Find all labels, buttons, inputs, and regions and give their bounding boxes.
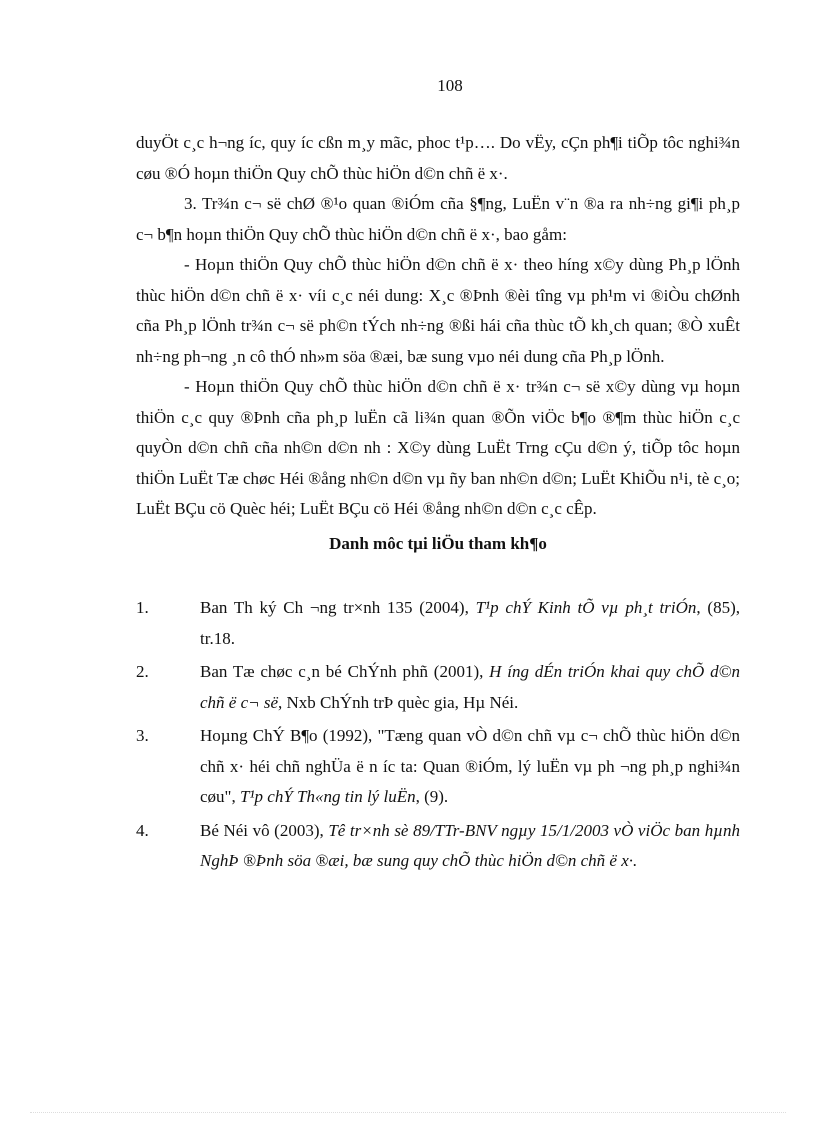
paragraph-solutions: 3. Tr¾n c¬ së chØ ®¹o quan ®iÓm cña §¶ng, LuËn v¨n ®a ra nh÷ng gi¶i ph¸p c¬ b¶n hoµn thiÖn Quy chÕ thùc hiÖn d©n chñ ë x·, bao gåm:: [136, 194, 740, 244]
reference-item: [136, 657, 740, 718]
reference-author: Bé Néi vô (2003),: [200, 820, 329, 840]
paragraph-ordinance: - Hoµn thiÖn Quy chÕ thùc hiÖn d©n chñ ë x· theo híng x©y dùng Ph¸p lÖnh thùc hiÖn d©n chñ ë x· víi c¸c néi dung: X¸c ®Þnh ®èi tîng vµ ph¹m vi ®iÒu chØnh cña Ph¸p lÖnh tr¾n c¬ së ph©n tÝch nh÷ng ®ßi hái cña thùc tÕ kh¸ch quan; ®Ò xuÊt nh÷ng ph¬ng ¸n cô thÓ nh»m söa ®æi, bæ sung vµo néi dung cña Ph¸p lÖnh.: [136, 255, 740, 366]
paragraph-continuation: duyÖt c¸c h¬ng íc, quy íc cßn m¸y mãc, phoc t¹p…. Do vËy, cÇn ph¶i tiÕp tôc nghi¾n cøu ®Ó hoµn thiÖn Quy chÕ thùc hiÖn d©n chñ ë x·.: [136, 133, 740, 183]
reference-author: Hoµng ChÝ B¶o (1992), "Tæng quan vÒ d©n chñ vµ c¬ chÕ thùc hiÖn d©n chñ x· héi chñ nghÜa ë n íc ta: Quan ®iÓm, lý luËn vµ ph ¬ng ph¸p nghi¾n cøu",: [200, 726, 740, 806]
reference-details: , (85), tr.18.: [200, 598, 740, 648]
reference-item: [136, 721, 740, 813]
reference-item: [136, 816, 740, 877]
reference-text: [200, 593, 740, 654]
references-heading: Danh môc tµi liÖu tham kh¶o: [329, 533, 547, 553]
reference-text: [200, 721, 740, 813]
page-content: [136, 128, 740, 880]
reference-details: , (9).: [415, 787, 449, 806]
reference-title: Tê tr×nh sè 89/TTr-BNV ngµy 15/1/2003 vÒ viÖc ban hµnh NghÞ ®Þnh söa ®æi, bæ sung quy chÕ thùc hiÖn d©n chñ ë x·.: [200, 820, 740, 870]
reference-title: T¹p chÝ Th«ng tin lý luËn: [240, 787, 416, 806]
reference-number: 1.: [136, 598, 149, 617]
reference-author: Ban Tæ chøc c¸n bé ChÝnh phñ (2001),: [200, 662, 490, 681]
reference-number: 4.: [136, 820, 149, 840]
reference-number: 2.: [136, 662, 149, 681]
reference-title: T¹p chÝ Kinh tÕ vµ ph¸t triÓn: [475, 598, 697, 617]
page-bottom-divider: [30, 1112, 786, 1113]
reference-list: [136, 593, 740, 877]
reference-text: [200, 657, 740, 718]
page-number: 108: [437, 76, 463, 95]
reference-text: [200, 816, 740, 877]
reference-author: Ban Th ký Ch ¬ng tr×nh 135 (2004),: [200, 598, 476, 617]
reference-item: [136, 593, 740, 654]
reference-number: 3.: [136, 726, 149, 745]
reference-details: , Nxb ChÝnh trÞ quèc gia, Hµ Néi.: [278, 692, 519, 712]
paragraph-laws: - Hoµn thiÖn Quy chÕ thùc hiÖn d©n chñ ë x· tr¾n c¬ së x©y dùng vµ hoµn thiÖn c¸c quy ®Þnh cña ph¸p luËn cã li¾n quan ®Õn viÖc b¶o ®¶m thùc hiÖn c¸c quyÒn d©n chñ cña nh©n d©n nh : X©y dùng LuËt Trng cÇu d©n ý, tiÕp tôc hoµn thiÖn LuËt Tæ chøc Héi ®ång nh©n d©n vµ ñy ban nh©n d©n; LuËt KhiÕu n¹i, tè c¸o; LuËt BÇu cö Quèc héi; LuËt BÇu cö Héi ®ång nh©n d©n c¸c cÊp.: [136, 377, 740, 518]
reference-title: H íng dÉn triÓn khai quy chÕ d©n chñ ë c¬ së: [200, 662, 740, 712]
